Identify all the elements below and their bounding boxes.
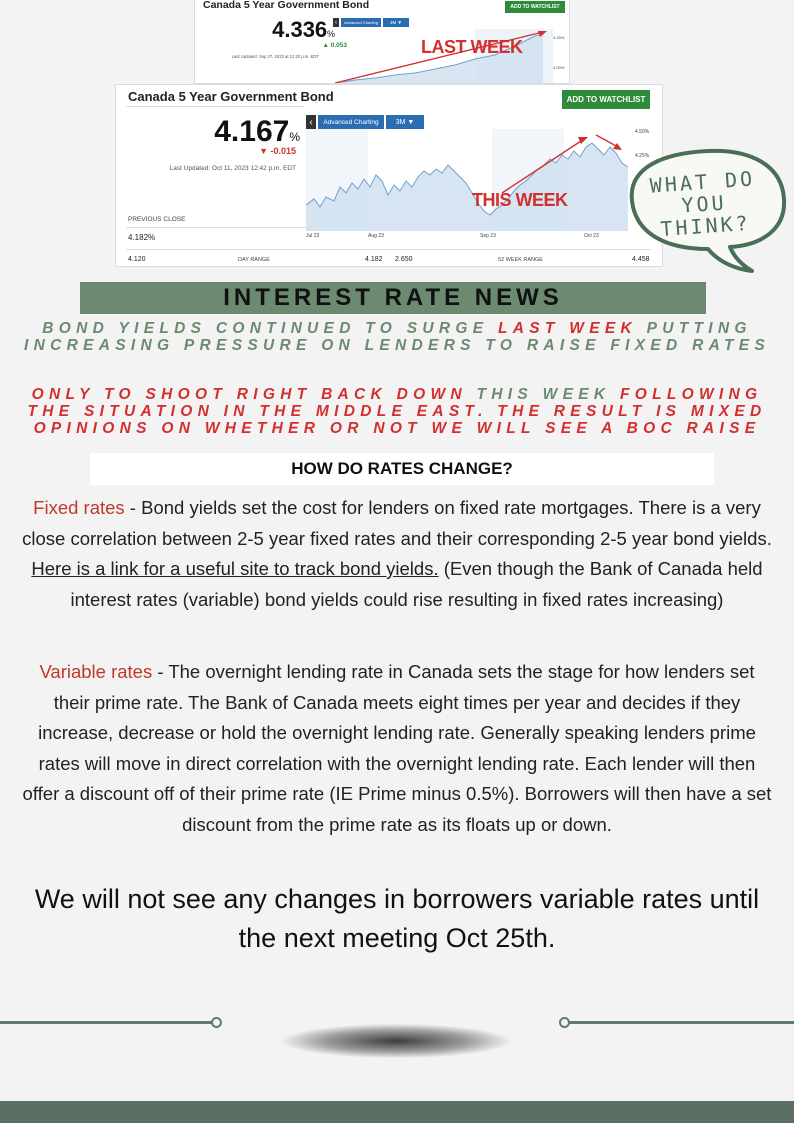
last-week-bond-card	[194, 0, 570, 84]
y-tick: 4.50%	[635, 129, 650, 135]
previous-close-label: PREVIOUS CLOSE	[128, 216, 186, 223]
this-week-bond-card	[115, 84, 663, 267]
day-range-label: DAY RANGE	[238, 257, 270, 263]
day-low: 4.120	[128, 256, 146, 263]
card-title: Canada 5 Year Government Bond	[203, 0, 370, 11]
add-to-watchlist-button[interactable]: ADD TO WATCHLIST	[505, 1, 565, 13]
decorative-shadow	[282, 1024, 510, 1058]
bond-price: 4.336%	[272, 17, 335, 42]
tagline-last-week: BOND YIELDS CONTINUED TO SURGE LAST WEEK PUTTING INCREASING PRESSURE ON LENDERS TO RAISE FIXED RATES	[24, 320, 770, 354]
footer-bar	[0, 1101, 794, 1123]
variable-rates-paragraph: Variable rates - The overnight lending rate in Canada sets the stage for how lenders set their prime rate. The Bank of Canada meets eight times per year and decides if they increase, decrease or hold the overnight lending rate. Generally speaking lenders prime rates will move in direct correlation with the overnight lending rate. Each lender will then offer a discount off of their prime rate (IE Prime minus 0.5%). Borrowers will then have a set discount from the prime rate as its floats up or down.	[22, 661, 772, 835]
divider-ring-left	[211, 1017, 222, 1028]
this-week-chart	[306, 129, 632, 231]
x-tick: Jul 23	[306, 233, 320, 239]
divider-line-right	[569, 1021, 794, 1024]
interest-rate-news-banner: INTEREST RATE NEWS	[80, 282, 706, 314]
y-tick: 4.00%	[553, 65, 565, 70]
chevron-left-icon[interactable]: ‹	[306, 115, 316, 129]
divider	[126, 227, 306, 228]
advanced-charting-button[interactable]: Advanced Charting	[341, 18, 381, 27]
52-week-high: 4.458	[632, 256, 650, 263]
divider	[126, 106, 304, 107]
last-updated: Last Updated: Sep 27, 2023 at 12:20 p.m. EDT	[231, 54, 319, 59]
tagline-highlight: FOLLOWING THE SITUATION IN THE MIDDLE EAST. THE RESULT IS MIXED OPINIONS ON WHETHER OR NOT WE WILL SEE A BOC RAISE	[27, 386, 767, 437]
range-select[interactable]: 3M ▼	[383, 18, 409, 27]
previous-close-value: 4.182%	[128, 233, 156, 242]
tagline-highlight: ONLY TO SHOOT RIGHT BACK DOWN	[31, 386, 467, 403]
tagline-this-week: ONLY TO SHOOT RIGHT BACK DOWN THIS WEEK FOLLOWING THE SITUATION IN THE MIDDLE EAST. THE RESULT IS MIXED OPINIONS ON WHETHER OR NOT WE WILL SEE A BOC RAISE	[27, 386, 767, 437]
divider	[126, 249, 651, 250]
last-updated: Last Updated: Oct 11, 2023 12:42 p.m. EDT	[169, 165, 296, 172]
card-title: Canada 5 Year Government Bond	[128, 89, 334, 104]
x-tick: Sep 23	[480, 233, 496, 239]
divider-line-left	[0, 1021, 212, 1024]
52-week-low: 2.650	[395, 256, 413, 263]
closing-statement: We will not see any changes in borrowers variable rates until the next meeting Oct 25th.	[34, 884, 760, 953]
y-tick: 4.25%	[553, 35, 565, 40]
bond-yields-link[interactable]: Here is a link for a useful site to track bond yields.	[31, 558, 439, 579]
variable-rates-term: Variable rates	[39, 661, 153, 682]
price-change: ▲ 0.053	[322, 42, 347, 49]
fixed-rates-paragraph: Fixed rates - Bond yields set the cost for lenders on fixed rate mortgages. There is a very close correlation between 2-5 year fixed rates and their corresponding 2-5 year bond yields. Here is a link for a useful site to track bond yields. (Even though the Bank of Canada held interest rates (variable) bond yields could rise resulting in fixed rates increasing)	[22, 497, 772, 610]
range-select[interactable]: 3M ▼	[386, 115, 424, 129]
fixed-rates-term: Fixed rates	[33, 497, 125, 518]
add-to-watchlist-button[interactable]: ADD TO WATCHLIST	[562, 90, 650, 109]
52-week-range-label: 52 WEEK RANGE	[498, 257, 543, 263]
y-tick: 4.25%	[635, 153, 650, 159]
tagline-highlight: LAST WEEK	[497, 320, 637, 337]
x-tick: Aug 23	[368, 233, 384, 239]
x-tick: Oct 23	[584, 233, 599, 239]
bond-price: 4.167%	[214, 115, 300, 148]
chevron-left-icon[interactable]: ‹	[335, 19, 337, 26]
price-change: ▼ -0.015	[259, 146, 296, 156]
day-high: 4.182	[365, 256, 383, 263]
this-week-label: THIS WEEK	[472, 190, 568, 210]
how-do-rates-change-heading: HOW DO RATES CHANGE?	[90, 453, 714, 485]
last-week-label: LAST WEEK	[421, 37, 523, 57]
advanced-charting-button[interactable]: Advanced Charting	[318, 115, 384, 129]
bubble-text: WHAT DO YOU THINK?	[649, 166, 756, 242]
